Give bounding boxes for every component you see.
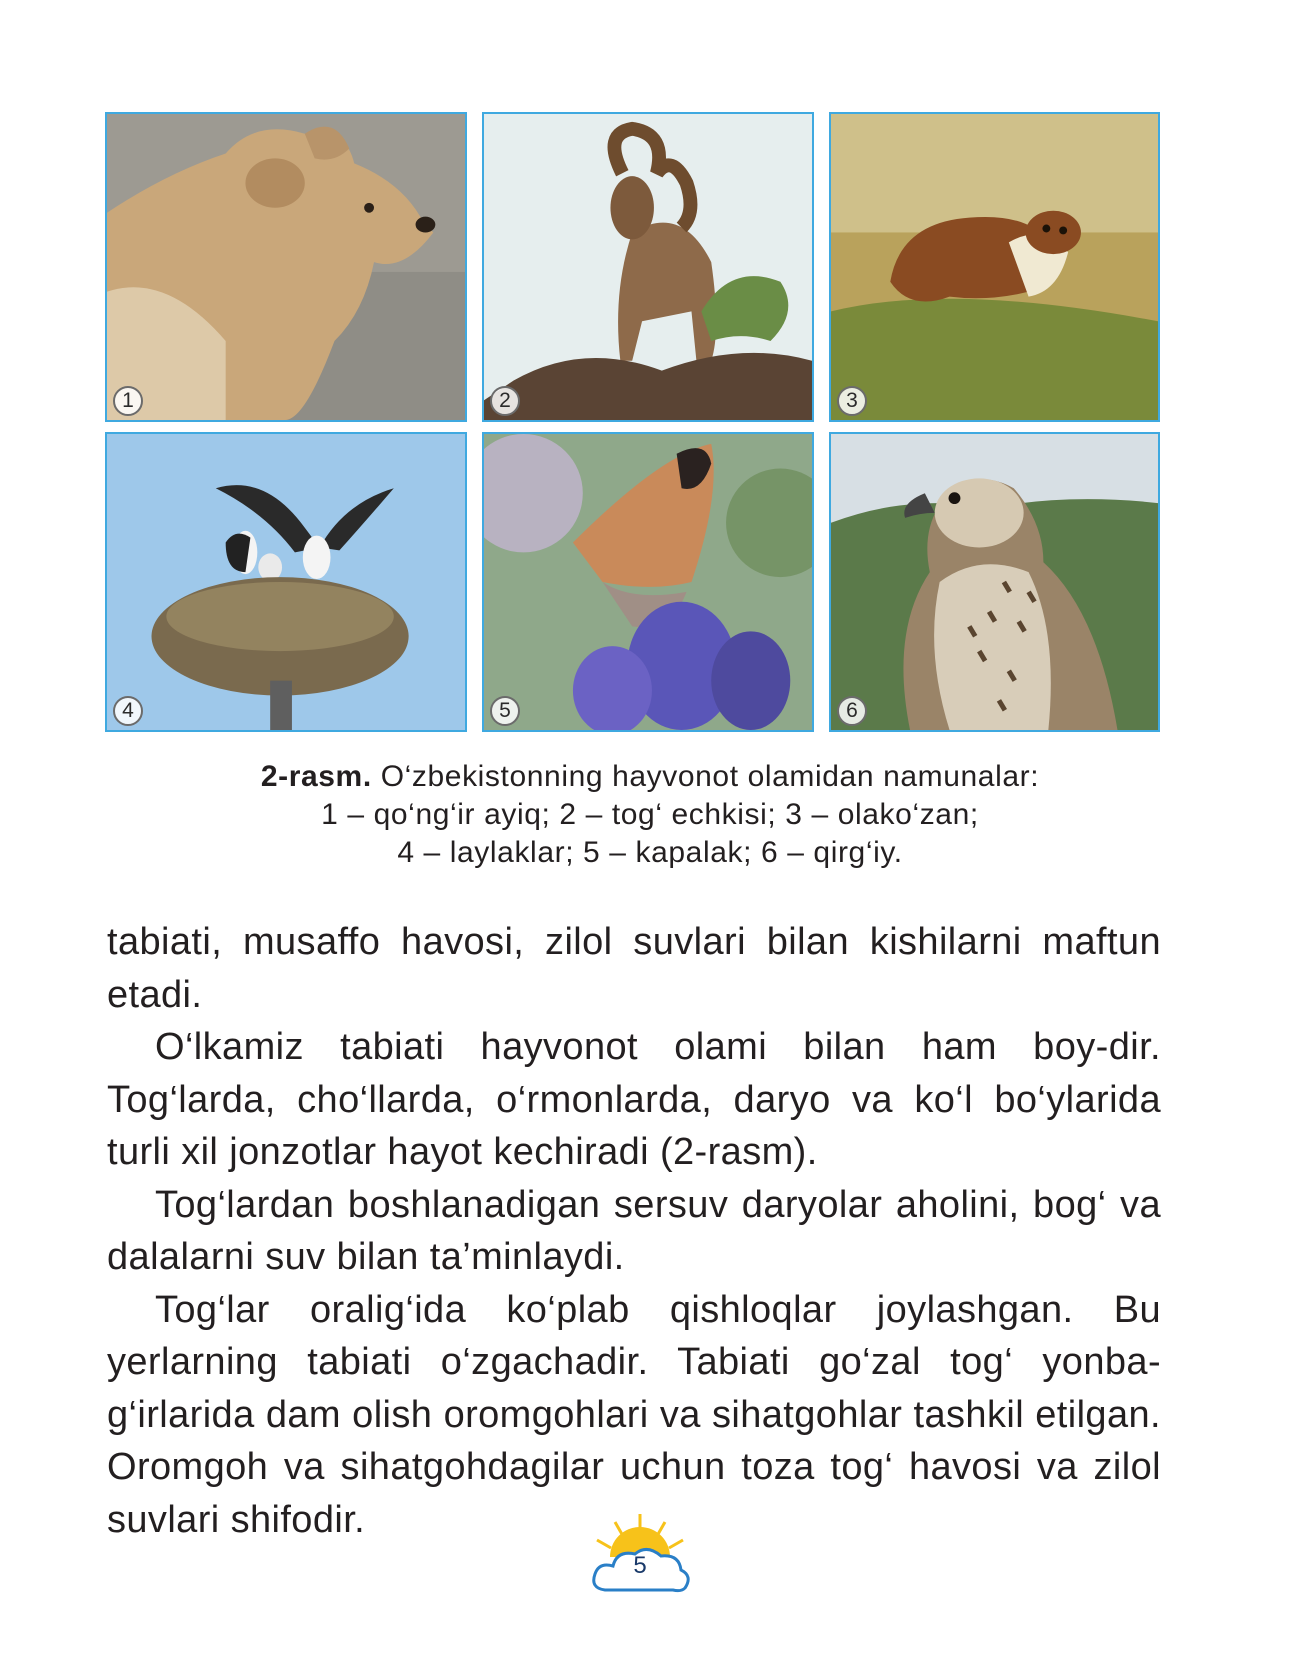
caption-label: 2-rasm. [260,760,372,793]
storks-nest-photo [107,434,465,730]
photo-number: 5 [490,696,520,726]
photo-number: 1 [113,386,143,416]
photo-falcon [829,432,1160,732]
photo-bear [105,112,467,422]
photo-number: 2 [490,386,520,416]
caption-line: 4 – laylaklar; 5 – kapalak; 6 – qirg‘iy. [397,836,903,869]
page-number: 5 [633,1552,647,1579]
page-number-badge [585,1512,695,1602]
photo-number: 3 [837,386,867,416]
photo-mountain-goat [482,112,814,422]
photo-butterfly [482,432,814,732]
photo-storks [105,432,467,732]
mountain-goat-photo [484,114,812,420]
paragraph: Tog‘lardan boshlanadigan sersuv daryolar aholini, bog‘ va dalalarni suv bilan ta’minlaydi. [107,1183,1161,1278]
figure-caption [100,758,1200,872]
caption-title: O‘zbekistonning hayvonot olamidan namunalar: [371,760,1040,793]
photo-number: 4 [113,696,143,726]
paragraph: O‘lkamiz tabiati hayvonot olami bilan ham boy-dir. Tog‘larda, cho‘llarda, o‘rmonlarda, daryo va ko‘l bo‘ylarida turli xil jonzotlar hayot kechiradi (2-rasm). [107,1026,1161,1173]
falcon-photo [831,434,1158,730]
paragraph: Tog‘lar oralig‘ida ko‘plab qishloqlar joylashgan. Bu yerlarning tabiati o‘zgachadir. Tabiati go‘zal tog‘ yonba-g‘irlarida dam olish oromgohlari va sihatgohlar tashkil etilgan. Oromgoh va sihatgohdagilar uchun toza tog‘ havosi va zilol suvlari shifodir. [107,1288,1161,1541]
caption-line: 1 – qo‘ng‘ir ayiq; 2 – tog‘ echkisi; 3 – olako‘zan; [321,798,979,831]
bear-photo [107,114,465,420]
butterfly-photo [484,434,812,730]
photo-number: 6 [837,696,867,726]
body-text [107,916,1161,1546]
figure-photo-grid [105,112,1160,732]
weasel-photo [831,114,1158,420]
paragraph: tabiati, musaffo havosi, zilol suvlari bilan kishilarni maftun etadi. [107,921,1161,1016]
photo-weasel [829,112,1160,422]
